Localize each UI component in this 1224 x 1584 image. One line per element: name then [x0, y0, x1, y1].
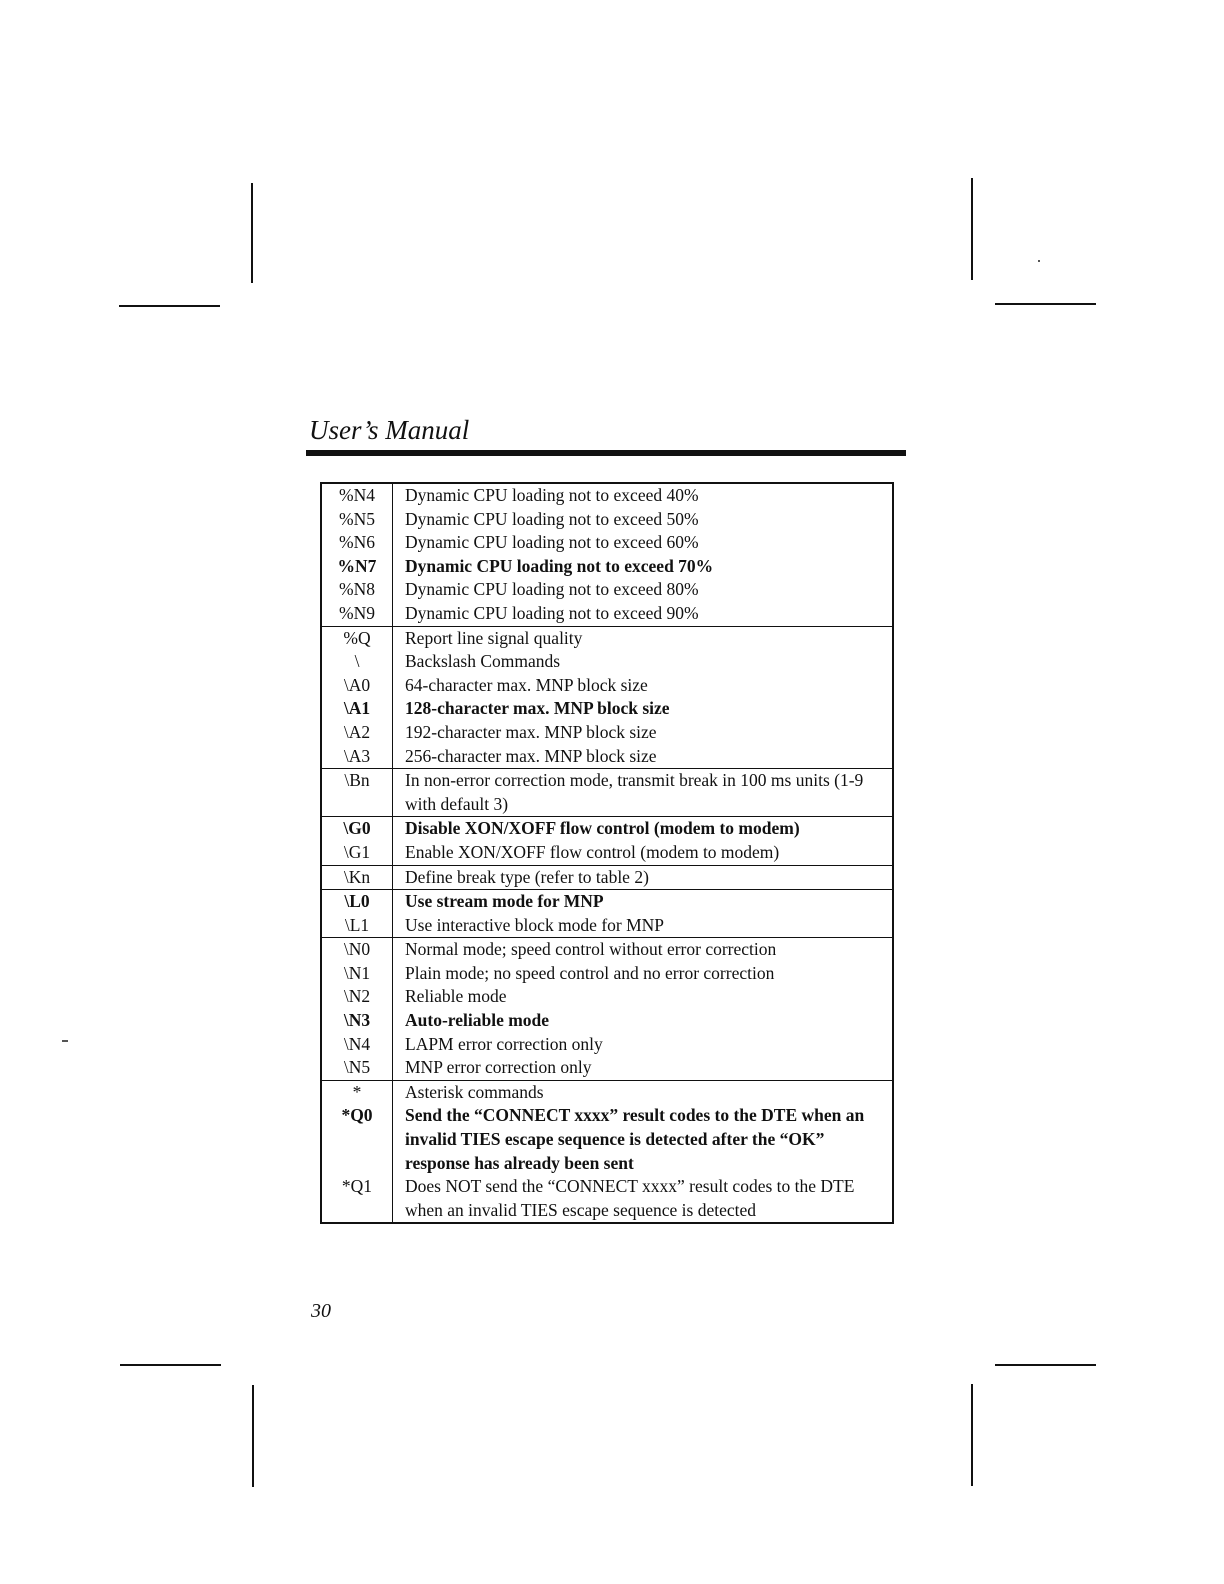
command-code: \N2: [321, 985, 393, 1009]
table-row: [321, 745, 893, 769]
table-row: [321, 841, 893, 865]
command-code: \N0: [321, 938, 393, 962]
table-row: [321, 985, 893, 1009]
command-code: *Q1: [321, 1175, 393, 1223]
command-description: Report line signal quality: [393, 626, 894, 650]
command-description: Dynamic CPU loading not to exceed 40%: [405, 485, 699, 505]
command-code: %N6: [321, 531, 393, 555]
command-code: \G1: [321, 841, 393, 865]
command-description: Define break type (refer to table 2): [393, 865, 894, 890]
crop-mark-top-right-vertical: [971, 178, 973, 280]
command-description: Dynamic CPU loading not to exceed 70%: [405, 555, 714, 576]
table-row: [321, 626, 893, 650]
page-header-title: User’s Manual: [309, 415, 470, 445]
table-row: [321, 938, 893, 962]
command-description: Use stream mode for MNP: [393, 890, 894, 914]
crop-mark-top-right-horizontal: [995, 303, 1096, 305]
page-number: 30: [311, 1300, 331, 1322]
table-row: [321, 578, 893, 602]
crop-mark-top-left-horizontal: [119, 305, 220, 307]
command-code: \N3: [321, 1009, 393, 1033]
table-row: [321, 1056, 893, 1080]
table-row: [321, 531, 893, 555]
scan-speck: [62, 1040, 68, 1042]
table-row: [321, 508, 893, 532]
command-code: \A1: [321, 697, 393, 721]
command-code: %N9: [321, 602, 393, 626]
table-row: [321, 1009, 893, 1033]
command-description: Backslash Commands: [405, 651, 561, 672]
command-code: \A2: [321, 721, 393, 745]
command-description: Dynamic CPU loading not to exceed 80%: [405, 579, 699, 600]
command-code: \N5: [321, 1056, 393, 1080]
command-code: %N4: [321, 483, 393, 508]
table-row: [321, 1033, 893, 1057]
table-row: [321, 650, 893, 674]
table-row: [321, 483, 893, 508]
command-code: %N5: [321, 508, 393, 532]
table-row: [321, 602, 893, 626]
table-row: [321, 697, 893, 721]
command-description: MNP error correction only: [405, 1057, 592, 1078]
command-code: \Bn: [321, 769, 393, 817]
command-description: 64-character max. MNP block size: [405, 674, 648, 695]
command-description: Does NOT send the “CONNECT xxxx” result codes to the DTE when an invalid TIES escape sequence is detected: [405, 1176, 855, 1220]
command-code: %N7: [321, 555, 393, 579]
command-code: \A0: [321, 674, 393, 698]
table-row: [321, 769, 893, 817]
command-description: Dynamic CPU loading not to exceed 50%: [405, 508, 699, 529]
table-row: [321, 1175, 893, 1223]
command-description: Send the “CONNECT xxxx” result codes to the DTE when an invalid TIES escape sequence is detected after the “OK” response has already been sent: [405, 1105, 865, 1173]
command-description: Dynamic CPU loading not to exceed 90%: [405, 602, 699, 623]
command-description: 192-character max. MNP block size: [405, 721, 657, 742]
crop-mark-bottom-left-vertical: [252, 1385, 254, 1487]
command-description: Asterisk commands: [393, 1080, 894, 1104]
command-table-body: [321, 483, 893, 1223]
table-row: [321, 1080, 893, 1104]
command-description: Reliable mode: [405, 986, 507, 1007]
command-code: *: [321, 1080, 393, 1104]
command-description: Dynamic CPU loading not to exceed 60%: [405, 532, 699, 553]
table-row: [321, 914, 893, 938]
command-description: Plain mode; no speed control and no error correction: [405, 962, 775, 983]
command-code: *Q0: [321, 1104, 393, 1175]
scan-speck: [1038, 260, 1040, 262]
crop-mark-bottom-left-horizontal: [120, 1364, 221, 1366]
table-row: [321, 865, 893, 890]
command-description: Normal mode; speed control without error correction: [393, 938, 894, 962]
crop-mark-bottom-right-horizontal: [995, 1364, 1096, 1366]
header-rule: [306, 450, 906, 456]
command-code: %Q: [321, 626, 393, 650]
table-row: [321, 721, 893, 745]
command-description: Disable XON/XOFF flow control (modem to modem): [393, 817, 894, 841]
command-description: 256-character max. MNP block size: [405, 745, 657, 766]
table-row: [321, 817, 893, 841]
command-table: [320, 482, 894, 1224]
command-description: Auto-reliable mode: [405, 1010, 550, 1031]
command-code: \L0: [321, 890, 393, 914]
command-code: \L1: [321, 914, 393, 938]
table-row: [321, 962, 893, 986]
crop-mark-bottom-right-vertical: [971, 1384, 973, 1486]
command-description: Enable XON/XOFF flow control (modem to modem): [405, 841, 780, 862]
table-row: [321, 1104, 893, 1175]
command-code: \N1: [321, 962, 393, 986]
command-code: \A3: [321, 745, 393, 769]
table-row: [321, 555, 893, 579]
table-row: [321, 890, 893, 914]
table-row: [321, 674, 893, 698]
command-description: In non-error correction mode, transmit break in 100 ms units (1-9 with default 3): [393, 769, 894, 817]
command-description: 128-character max. MNP block size: [405, 698, 670, 719]
command-code: \Kn: [321, 865, 393, 890]
command-description: LAPM error correction only: [405, 1033, 603, 1054]
command-code: \N4: [321, 1033, 393, 1057]
crop-mark-top-left-vertical: [251, 183, 253, 283]
command-code: \G0: [321, 817, 393, 841]
command-code: %N8: [321, 578, 393, 602]
command-code: \: [321, 650, 393, 674]
command-description: Use interactive block mode for MNP: [405, 914, 665, 935]
